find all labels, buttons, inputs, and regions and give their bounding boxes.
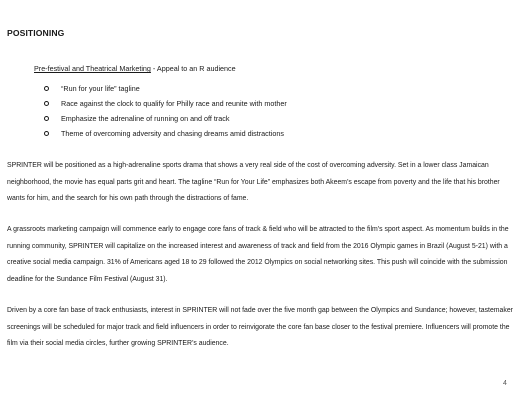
bullet-item <box>44 96 287 111</box>
bullet-text: Theme of overcoming adversity and chasing dreams amid distractions <box>61 129 284 138</box>
subsection-line <box>34 64 236 73</box>
subsection-title: Pre-festival and Theatrical Marketing <box>34 64 151 73</box>
bullet-item <box>44 81 287 96</box>
hollow-bullet-icon <box>44 101 49 106</box>
section-heading: POSITIONING <box>7 28 65 38</box>
bullet-item <box>44 126 287 141</box>
hollow-bullet-icon <box>44 116 49 121</box>
body-paragraph: Driven by a core fan base of track enthusiasts, interest in SPRINTER will not fade over the five month gap between the Olympics and Sundance; however, tastemaker screenings will be scheduled for major track and field influencers in order to reinvigorate the core fan base closer to the festival premiere. Influencers will promote the film via their social media circles, further growing SPRINTER’s audience. <box>7 307 513 347</box>
body-paragraph: A grassroots marketing campaign will commence early to engage core fans of track & field who will be attracted to the film’s sport aspect. As momentum builds in the running community, SPRINTER will capitalize on the increased interest and awareness of track and field from the 2016 Olympic games in Brazil (August 5-21) with a creative social media campaign. 31% of Americans aged 18 to 29 followed the 2012 Olympics on social networking sites. This push will coincide with the submission deadline for the Sundance Film Festival (August 31). <box>7 226 509 283</box>
body-paragraph: SPRINTER will be positioned as a high-adrenaline sports drama that shows a very real side of the cost of overcoming adversity. Set in a lower class Jamaican neighborhood, the movie has equal parts grit and heart. The tagline “Run for Your Life” emphasizes both Akeem’s escape from poverty and the life that his brother wants for him, and the search for his own path through the distractions of fame. <box>7 162 500 202</box>
hollow-bullet-icon <box>44 86 49 91</box>
bullet-text: Race against the clock to qualify for Philly race and reunite with mother <box>61 99 287 108</box>
hollow-bullet-icon <box>44 131 49 136</box>
subsection-suffix: - Appeal to an R audience <box>150 64 236 73</box>
page-number: 4 <box>503 380 507 387</box>
bullet-text: “Run for your life” tagline <box>61 84 140 93</box>
bullet-list <box>44 81 287 141</box>
bullet-text: Emphasize the adrenaline of running on and off track <box>61 114 230 123</box>
bullet-item <box>44 111 287 126</box>
